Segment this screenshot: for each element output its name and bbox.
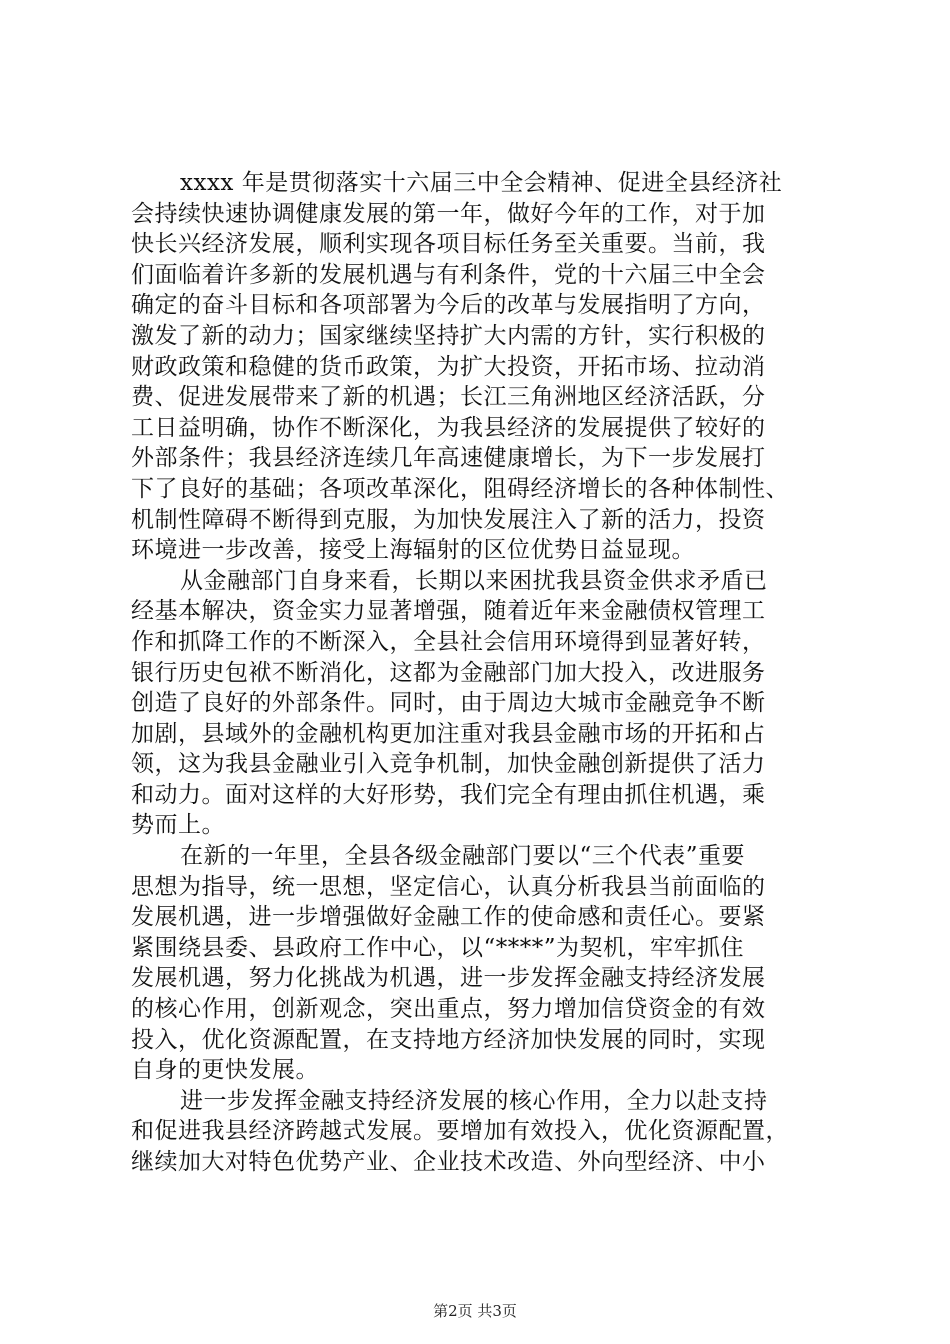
document-body bbox=[131, 168, 831, 1178]
text-line: 们面临着许多新的发展机遇与有利条件，党的十六届三中全会 bbox=[131, 261, 766, 288]
text-line: 继续加大对特色优势产业、企业技术改造、外向型经济、中小 bbox=[131, 1149, 766, 1175]
text-line: 发展机遇，进一步增强做好金融工作的使命感和责任心。要紧 bbox=[131, 904, 766, 931]
text-line: 和促进我县经济跨越式发展。要增加有效投入，优化资源配置， bbox=[131, 1118, 789, 1145]
text-line: xxxx 年是贯彻落实十六届三中全会精神、促进全县经济社 bbox=[180, 170, 783, 196]
text-line: 快长兴经济发展，顺利实现各项目标任务至关重要。当前，我 bbox=[131, 231, 766, 258]
text-line: 财政政策和稳健的货币政策，为扩大投资，开拓市场、拉动消 bbox=[131, 353, 766, 380]
text-line: 发展机遇，努力化挑战为机遇，进一步发挥金融支持经济发展 bbox=[131, 965, 766, 992]
text-line: 和动力。面对这样的大好形势，我们完全有理由抓住机遇，乘 bbox=[131, 781, 766, 808]
text-line: 领，这为我县金融业引入竞争机制，加快金融创新提供了活力 bbox=[131, 751, 766, 778]
text-line: 的核心作用，创新观念，突出重点，努力增加信贷资金的有效 bbox=[131, 996, 766, 1023]
text-line: 投入，优化资源配置，在支持地方经济加快发展的同时，实现 bbox=[131, 1026, 766, 1053]
text-line: 费、促进发展带来了新的机遇；长江三角洲地区经济活跃，分 bbox=[131, 384, 766, 411]
text-line: 机制性障碍不断得到克服，为加快发展注入了新的活力，投资 bbox=[131, 506, 766, 533]
text-line: 工日益明确，协作不断深化，为我县经济的发展提供了较好的 bbox=[131, 414, 766, 441]
text-line: 激发了新的动力；国家继续坚持扩大内需的方针，实行积极的 bbox=[131, 322, 766, 349]
text-line: 自身的更快发展。 bbox=[131, 1057, 319, 1084]
text-line: 经基本解决，资金实力显著增强，随着近年来金融债权管理工 bbox=[131, 598, 766, 625]
text-line: 进一步发挥金融支持经济发展的核心作用，全力以赴支持 bbox=[180, 1087, 768, 1114]
text-line: 会持续快速协调健康发展的第一年，做好今年的工作，对于加 bbox=[131, 200, 766, 227]
text-line: 确定的奋斗目标和各项部署为今后的改革与发展指明了方向， bbox=[131, 292, 766, 319]
text-line: 作和抓降工作的不断深入，全县社会信用环境得到显著好转， bbox=[131, 628, 766, 655]
text-line: 紧围绕县委、县政府工作中心，以“****”为契机，牢牢抓住 bbox=[131, 934, 745, 961]
text-line: 创造了良好的外部条件。同时，由于周边大城市金融竞争不断 bbox=[131, 690, 766, 717]
text-line: 外部条件；我县经济连续几年高速健康增长，为下一步发展打 bbox=[131, 445, 766, 472]
page-footer bbox=[0, 1300, 950, 1321]
text-line: 环境进一步改善，接受上海辐射的区位优势日益显现。 bbox=[131, 537, 695, 564]
text-line: 银行历史包袱不断消化，这都为金融部门加大投入，改进服务 bbox=[131, 659, 766, 686]
text-line: 思想为指导，统一思想，坚定信心，认真分析我县当前面临的 bbox=[131, 873, 766, 900]
text-line: 从金融部门自身来看，长期以来困扰我县资金供求矛盾已 bbox=[180, 567, 768, 594]
page-indicator: 第2页 共3页 bbox=[433, 1302, 517, 1320]
text-line: 加剧，县域外的金融机构更加注重对我县金融市场的开拓和占 bbox=[131, 720, 766, 747]
text-line: 下了良好的基础；各项改革深化，阻碍经济增长的各种体制性、 bbox=[131, 475, 789, 502]
text-line: 势而上。 bbox=[131, 812, 225, 839]
text-line: 在新的一年里，全县各级金融部门要以“三个代表”重要 bbox=[180, 843, 746, 870]
